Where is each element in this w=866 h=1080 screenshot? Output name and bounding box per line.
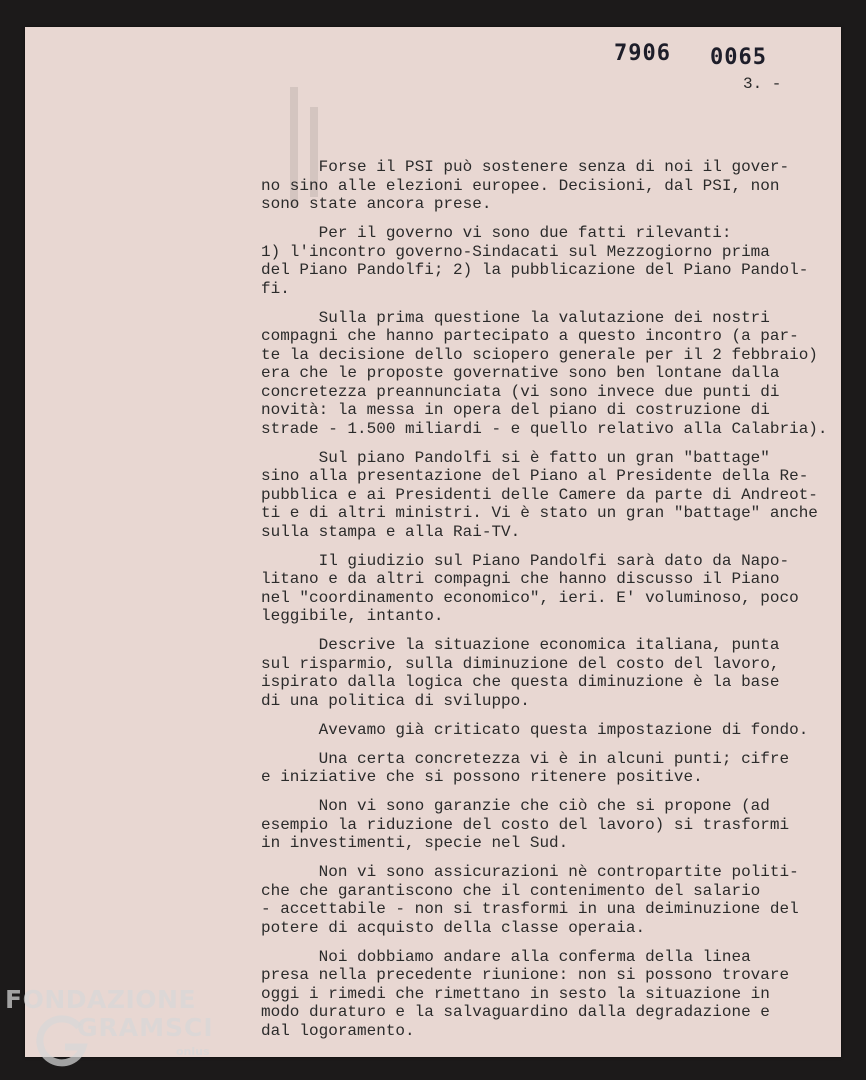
text-line: ispirato dalla logica che questa diminuzione è la base <box>261 673 780 691</box>
paragraph <box>261 948 836 1041</box>
text-line: Forse il PSI può sostenere senza di noi il gover- <box>261 158 790 176</box>
text-line: modo duraturo e la salvaguardino dalla degradazione e <box>261 1003 770 1021</box>
text-line: compagni che hanno partecipato a questo incontro (a par- <box>261 327 799 345</box>
text-line: Non vi sono assicurazioni nè contropartite politi- <box>261 863 799 881</box>
text-line: - accettabile - non si trasformi in una deiminuzione del <box>261 900 799 918</box>
text-line: fi. <box>261 279 290 298</box>
text-line: Per il governo vi sono due fatti rilevanti: <box>261 224 732 242</box>
text-line: sino alla presentazione del Piano al Presidente della Re- <box>261 467 809 485</box>
paragraph <box>261 863 836 937</box>
text-line: che che garantiscono che il contenimento del salario <box>261 881 761 900</box>
text-line: novità: la messa in opera del piano di costruzione di <box>261 401 770 419</box>
text-line: sul risparmio, sulla diminuzione del costo del lavoro, <box>261 654 780 673</box>
watermark-line-2: GRAMSCI <box>77 1013 214 1042</box>
watermark <box>5 985 214 1058</box>
text-line: litano e da altri compagni che hanno discusso il Piano <box>261 570 780 588</box>
paragraph <box>261 721 836 740</box>
text-line: Non vi sono garanzie che ciò che si propone (ad <box>261 797 770 815</box>
text-line: Il giudizio sul Piano Pandolfi sarà dato da Napo- <box>261 551 790 570</box>
paragraph <box>261 750 836 787</box>
paragraph <box>261 449 836 542</box>
page-number: 3. - <box>743 75 782 93</box>
text-line: pubblica e ai Presidenti delle Camere da parte di Andreot- <box>261 485 818 504</box>
archive-stamp-number-2: 0065 <box>710 45 767 70</box>
paragraph <box>261 309 836 439</box>
text-line: potere di acquisto della classe operaia. <box>261 918 646 937</box>
text-line: Avevamo già criticato questa impostazione di fondo. <box>261 720 809 739</box>
paragraph <box>261 636 836 710</box>
text-line: ti e di altri ministri. Vi è stato un gran "battage" anche <box>261 504 818 522</box>
text-line: di una politica di sviluppo. <box>261 691 530 710</box>
text-line: oggi i rimedi che rimettano in sesto la situazione in <box>261 984 770 1003</box>
text-line: Sul piano Pandolfi si è fatto un gran "battage" <box>261 448 770 467</box>
text-line: Descrive la situazione economica italiana, punta <box>261 636 780 654</box>
text-line: e iniziative che si possono ritenere positive. <box>261 768 703 786</box>
text-line: Noi dobbiamo andare alla conferma della linea <box>261 947 751 966</box>
watermark-line-3: onlus <box>176 1045 210 1058</box>
paragraph <box>261 552 836 626</box>
text-line: te la decisione dello sciopero generale per il 2 febbraio) <box>261 345 818 364</box>
text-line: era che le proposte governative sono ben lontane dalla <box>261 364 780 382</box>
text-line: strade - 1.500 miliardi - e quello relativo alla Calabria). <box>261 419 828 438</box>
text-line: del Piano Pandolfi; 2) la pubblicazione del Piano Pandol- <box>261 261 809 279</box>
archive-stamp-number: 7906 <box>614 41 671 66</box>
document-body <box>261 158 836 1051</box>
document-page <box>25 27 841 1057</box>
text-line: in investimenti, specie nel Sud. <box>261 834 569 852</box>
paragraph <box>261 224 836 298</box>
text-line: presa nella precedente riunione: non si possono trovare <box>261 966 790 984</box>
text-line: dal logoramento. <box>261 1021 415 1040</box>
text-line: sulla stampa e alla Rai-TV. <box>261 522 521 541</box>
text-line: leggibile, intanto. <box>261 607 444 625</box>
text-line: Sulla prima questione la valutazione dei nostri <box>261 308 770 327</box>
text-line: Una certa concretezza vi è in alcuni punti; cifre <box>261 749 790 768</box>
text-line: sono state ancora prese. <box>261 195 492 213</box>
paragraph <box>261 797 836 853</box>
text-line: nel "coordinamento economico", ieri. E' voluminoso, poco <box>261 588 799 607</box>
watermark-line-1: FONDAZIONE <box>5 985 197 1014</box>
text-line: concretezza preannunciata (vi sono invece due punti di <box>261 382 780 401</box>
text-line: esempio la riduzione del costo del lavoro) si trasformi <box>261 815 790 834</box>
text-line: 1) l'incontro governo-Sindacati sul Mezzogiorno prima <box>261 242 770 261</box>
text-line: no sino alle elezioni europee. Decisioni, dal PSI, non <box>261 176 780 195</box>
paragraph <box>261 158 836 214</box>
